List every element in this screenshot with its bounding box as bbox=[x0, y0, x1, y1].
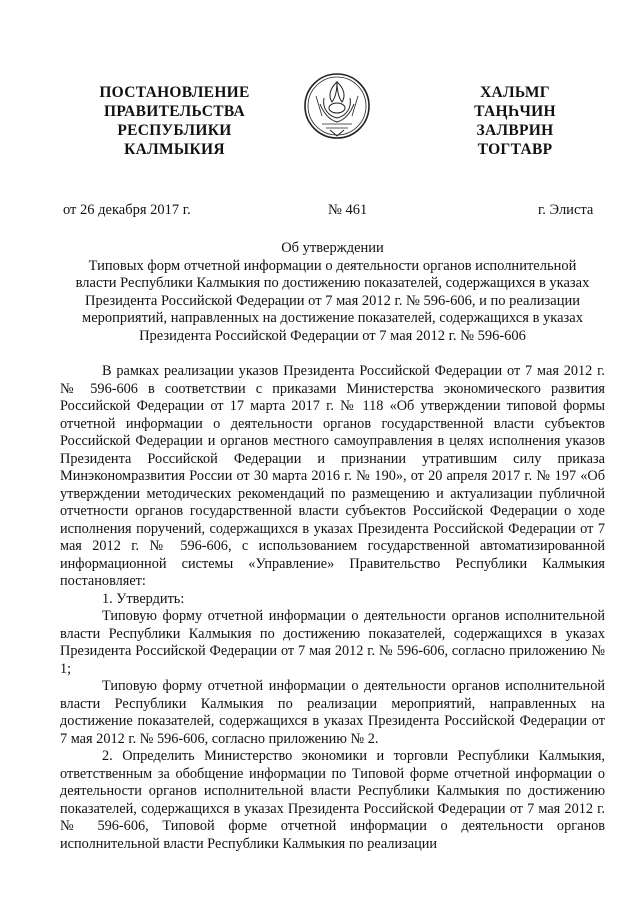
header-left-line: РЕСПУБЛИКИ bbox=[117, 122, 232, 139]
body-paragraph: Типовую форму отчетной информации о деятельности органов исполнительной власти Республики Калмыкия по достижению показателей, содержащихся в указах Президента Российской Федерации от 7 мая 2012 г. № 596-606, согласно приложению № 1; bbox=[60, 608, 605, 677]
title-line: Типовых форм отчетной информации о деятельности органов исполнительной bbox=[88, 257, 577, 274]
header-right-line: ХАЛЬМГ bbox=[480, 84, 550, 101]
body-paragraph: 2. Определить Министерство экономики и торговли Республики Калмыкия, ответственным за обобщение информации по Типовой форме отчетной информации о деятельности органов исполнительной власти Республики Калмыкия по достижению показателей, содержащихся в указах Президента Российской Федерации от 7 мая 2012 г. № 596-606, Типовой форме отчетной информации о деятельности органов исполнительной власти Республики Калмыкия по реализации bbox=[60, 748, 605, 852]
header-right-line: ТАҢҺЧИН bbox=[474, 103, 556, 120]
body-paragraph: 1. Утвердить: bbox=[102, 590, 185, 607]
document-date: от 26 декабря 2017 г. bbox=[63, 202, 191, 218]
header-left-line: ПРАВИТЕЛЬСТВА bbox=[103, 103, 245, 120]
header-right-line: ТОГТАВР bbox=[477, 141, 553, 158]
header-right-line: ЗАЛВРИН bbox=[476, 122, 554, 139]
body-paragraph: В рамках реализации указов Президента Российской Федерации от 7 мая 2012 г. № 596-606 в соответствии с приказами Министерства экономического развития Российской Федерации от 17 марта 2017 г. № 118 «Об утверждении типовой формы отчетной информации о деятельности органов государственной власти субъектов Российской Федерации и органов местного самоуправления в целях исполнения указов Президента Российской Федерации и признании утратившим силу приказа Минэкономразвития России от 30 марта 2016 г. № 190», от 20 апреля 2017 г. № 197 «Об утверждении методических рекомендаций по размещению и актуализации публичной отчетности органов государственной власти субъектов Российской Федерации о ходе исполнения поручений, содержащихся в указах Президента Российской Федерации от 7 мая 2012 г. № 596-606, с использованием государственной автоматизированной информационной системы «Управление» Правительство Республики Калмыкия постановляет: bbox=[60, 363, 605, 589]
document-body bbox=[60, 363, 605, 853]
title-line: мероприятий, направленных на достижение показателей, содержащихся в указах bbox=[82, 310, 583, 327]
body-paragraph: Типовую форму отчетной информации о деятельности органов исполнительной власти Республики Калмыкия по реализации мероприятий, направленных на достижение показателей, содержащихся в указах Президента Российской Федерации от 7 мая 2012 г. № 596-606, согласно приложению № 2. bbox=[60, 678, 605, 747]
title-line: Президента Российской Федерации от 7 мая 2012 г. № 596-606 bbox=[139, 327, 526, 344]
document-city: г. Элиста bbox=[538, 202, 594, 218]
title-line: Президента Российской Федерации от 7 мая 2012 г. № 596-606, и по реализации bbox=[85, 292, 580, 309]
title-line: власти Республики Калмыкия по достижению показателей, содержащихся в указах bbox=[75, 275, 590, 292]
header-right-title bbox=[440, 83, 590, 159]
document-number: № 461 bbox=[328, 202, 368, 218]
header-left-line: КАЛМЫКИЯ bbox=[124, 141, 225, 158]
header-left-title bbox=[82, 83, 267, 159]
document-title bbox=[60, 240, 605, 346]
coat-of-arms-icon bbox=[302, 68, 372, 144]
title-line: Об утверждении bbox=[281, 240, 384, 256]
header-left-line: ПОСТАНОВЛЕНИЕ bbox=[99, 84, 250, 101]
